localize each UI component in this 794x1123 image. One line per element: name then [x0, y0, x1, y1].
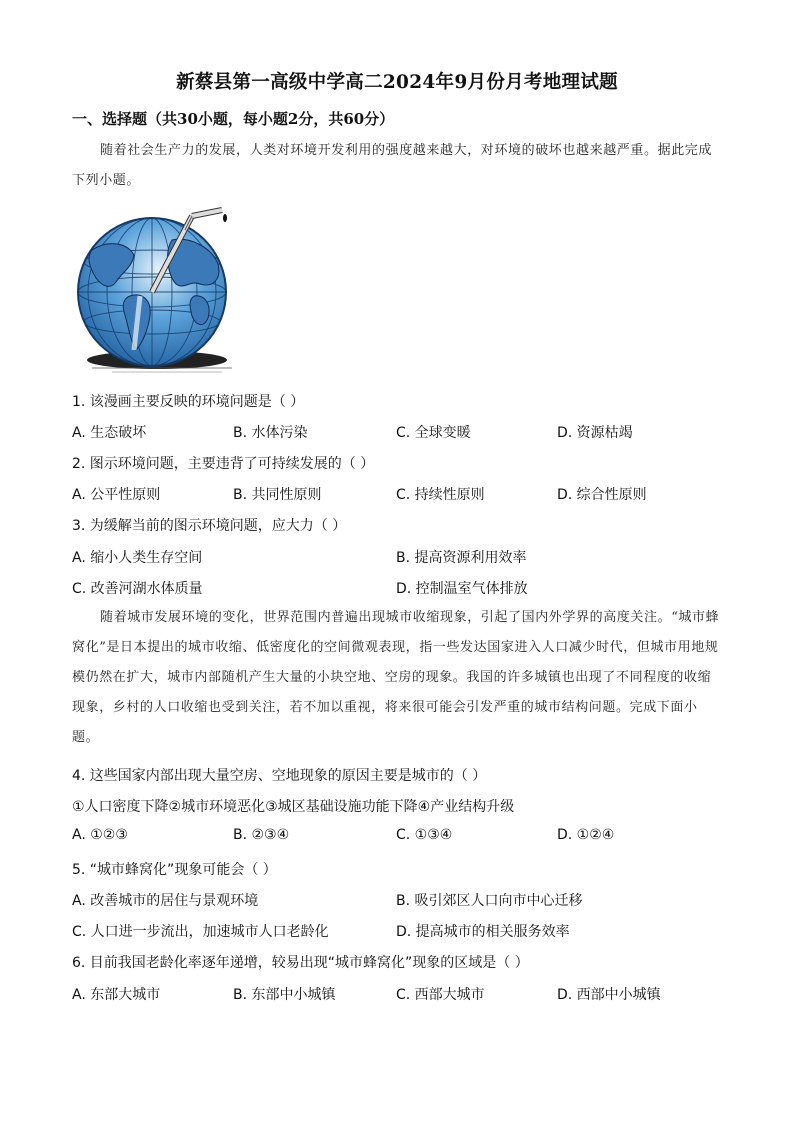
question-4-statements: ①人口密度下降②城市环境恶化③城区基础设施功能下降④产业结构升级 — [72, 799, 515, 815]
q5-option-c[interactable]: C. 人口进一步流出，加速城市人口老龄化 — [72, 924, 329, 940]
q2-option-c[interactable]: C. 持续性原则 — [396, 487, 485, 503]
q6-option-a[interactable]: A. 东部大城市 — [72, 987, 161, 1003]
passage-2: 随着城市发展环境的变化，世界范围内普遍出现城市收缩现象，引起了国内外学界的高度关注。“城市蜂窝化”是日本提出的城市收缩、低密度化的空间微观表现，指一些发达国家进入人口减少时代，但城市用地规模仍然在扩大，城市内部随机产生大量的小块空地、空房的现象。我国的许多城镇也出现了不同程度的收缩现象，乡村的人口收缩也受到关注，若不加以重视，将来很可能会引发严重的城市结构问题。完成下面小题。 — [72, 610, 720, 745]
q6-option-b[interactable]: B. 东部中小城镇 — [233, 987, 336, 1003]
page-title: 新蔡县第一高级中学高二2024年9月份月考地理试题 — [176, 72, 618, 93]
q5-option-d[interactable]: D. 提高城市的相关服务效率 — [396, 924, 570, 940]
q3-option-c[interactable]: C. 改善河湖水体质量 — [72, 581, 203, 597]
q3-option-d[interactable]: D. 控制温室气体排放 — [396, 581, 528, 597]
q1-option-d[interactable]: D. 资源枯竭 — [557, 425, 633, 441]
q4-option-a[interactable]: A. ①②③ — [72, 827, 128, 843]
question-1: 1. 该漫画主要反映的环境问题是（ ） — [72, 394, 305, 410]
question-4: 4. 这些国家内部出现大量空房、空地现象的原因主要是城市的（ ） — [72, 768, 487, 784]
q2-option-d[interactable]: D. 综合性原则 — [557, 487, 647, 503]
passage-1: 随着社会生产力的发展，人类对环境开发利用的强度越来越大，对环境的破坏也越来越严重。据此完成下列小题。 — [72, 143, 713, 188]
question-6: 6. 目前我国老龄化率逐年递增，较易出现“城市蜂窝化”现象的区域是（ ） — [72, 955, 529, 971]
q6-option-c[interactable]: C. 西部大城市 — [396, 987, 485, 1003]
q5-option-a[interactable]: A. 改善城市的居住与景观环境 — [72, 893, 259, 909]
q2-option-a[interactable]: A. 公平性原则 — [72, 487, 161, 503]
question-5: 5. “城市蜂窝化”现象可能会（ ） — [72, 862, 277, 878]
q6-option-d[interactable]: D. 西部中小城镇 — [557, 987, 661, 1003]
globe-straw-illustration — [72, 200, 240, 378]
q2-option-b[interactable]: B. 共同性原则 — [233, 487, 322, 503]
q1-option-c[interactable]: C. 全球变暖 — [396, 425, 471, 441]
q1-option-a[interactable]: A. 生态破坏 — [72, 425, 147, 441]
q4-option-b[interactable]: B. ②③④ — [233, 827, 290, 843]
q4-option-c[interactable]: C. ①③④ — [396, 827, 453, 843]
q3-option-a[interactable]: A. 缩小人类生存空间 — [72, 550, 203, 566]
q4-option-d[interactable]: D. ①②④ — [557, 827, 615, 843]
q3-option-b[interactable]: B. 提高资源利用效率 — [396, 550, 527, 566]
question-3: 3. 为缓解当前的图示环境问题，应大力（ ） — [72, 518, 347, 534]
q1-option-b[interactable]: B. 水体污染 — [233, 425, 308, 441]
q5-option-b[interactable]: B. 吸引郊区人口向市中心迁移 — [396, 893, 583, 909]
question-2: 2. 图示环境问题，主要违背了可持续发展的（ ） — [72, 456, 375, 472]
section-heading: 一、选择题（共30小题，每小题2分，共60分） — [72, 110, 395, 128]
